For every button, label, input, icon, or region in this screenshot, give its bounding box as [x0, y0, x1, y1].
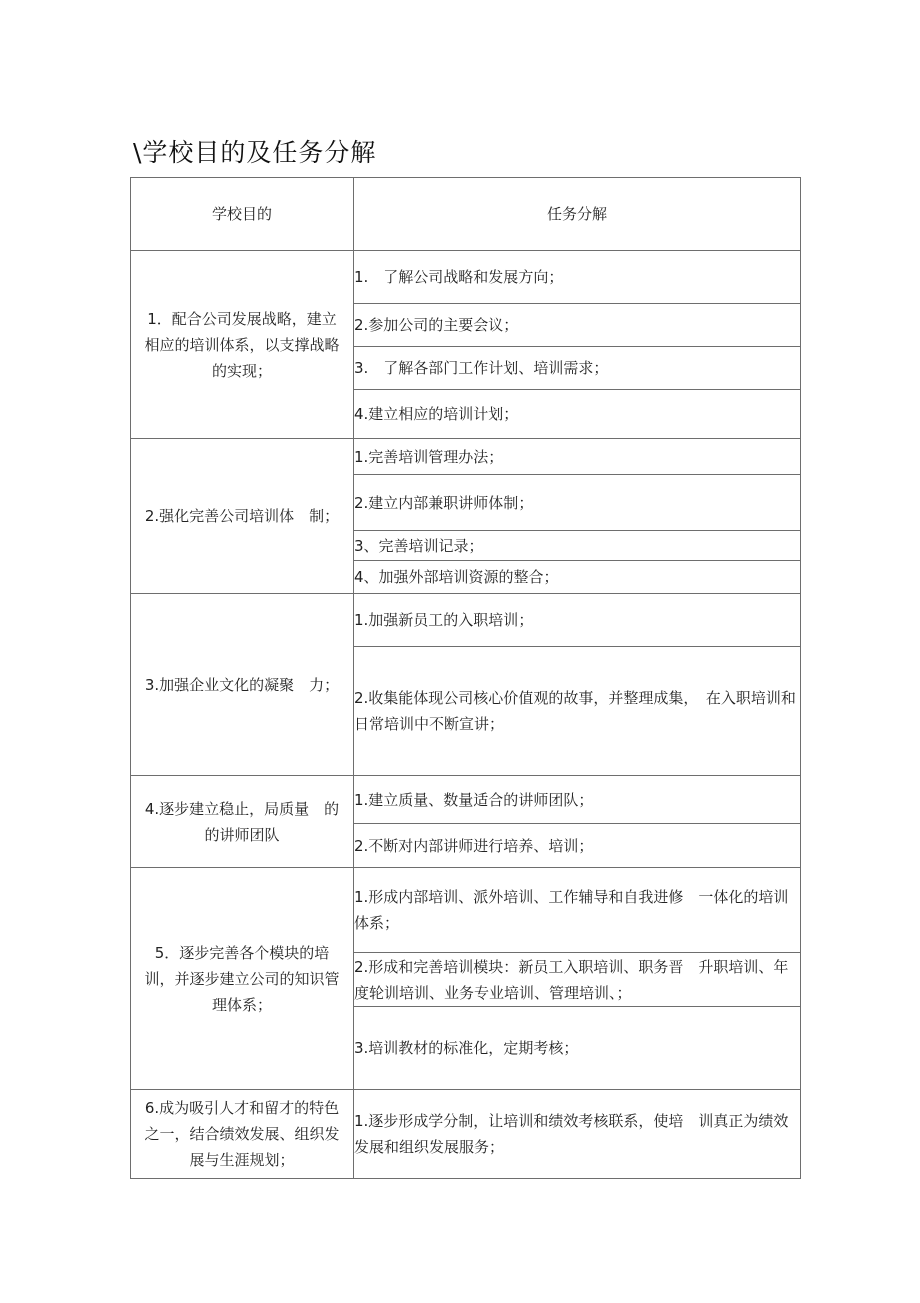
- task-cell: 2.不断对内部讲师进行培养、培训；: [354, 824, 801, 868]
- task-cell: 2.收集能体现公司核心价值观的故事，并整理成集， 在入职培训和日常培训中不断宣讲；: [354, 647, 801, 776]
- task-cell: 1. 了解公司战略和发展方向；: [354, 251, 801, 304]
- goal-cell: [131, 439, 354, 594]
- task-cell: 2.参加公司的主要会议；: [354, 304, 801, 347]
- goal-text: 2.强化完善公司培训体 制；: [144, 507, 340, 525]
- goal-cell: [131, 868, 354, 1090]
- task-cell: 1.逐步形成学分制，让培训和绩效考核联系，使培 训真正为绩效发展和组织发展服务；: [354, 1090, 801, 1179]
- table-row: [131, 1090, 801, 1179]
- task-cell: 3.培训教材的标准化，定期考核；: [354, 1007, 801, 1090]
- goal-text: 4.逐步建立稳止，局质量 的的讲师团队: [144, 799, 340, 844]
- goal-cell: [131, 1090, 354, 1179]
- goal-cell: [131, 594, 354, 776]
- task-cell: 4、加强外部培训资源的整合；: [354, 561, 801, 594]
- task-cell: 1.加强新员工的入职培训；: [354, 594, 801, 647]
- header-row: [131, 178, 801, 251]
- task-cell: 3. 了解各部门工作计划、培训需求；: [354, 347, 801, 390]
- table-row: [131, 251, 801, 304]
- task-cell: 3、完善培训记录；: [354, 531, 801, 561]
- task-cell: 2.建立内部兼职讲师体制；: [354, 475, 801, 531]
- page-title: \学校目的及任务分解: [133, 138, 377, 167]
- task-cell: 1.建立质量、数量适合的讲师团队；: [354, 776, 801, 824]
- table-row: [131, 776, 801, 824]
- table-row: [131, 868, 801, 953]
- task-cell: 4.建立相应的培训计划；: [354, 390, 801, 439]
- table-row: [131, 439, 801, 475]
- goal-cell: [131, 251, 354, 439]
- table-row: [131, 594, 801, 647]
- task-cell: 1.完善培训管理办法；: [354, 439, 801, 475]
- goal-task-table: [130, 177, 801, 1179]
- goal-text: 3.加强企业文化的凝聚 力；: [144, 675, 340, 694]
- task-cell: 2.形成和完善培训模块：新员工入职培训、职务晋 升职培训、年度轮训培训、业务专业培训、管理培训、；: [354, 953, 801, 1007]
- header-goal: 学校目的: [131, 178, 354, 251]
- goal-text: 5．逐步完善各个模块的培训，并逐步建立公司的知识管理体系；: [144, 943, 340, 1014]
- task-cell: 1.形成内部培训、派外培训、工作辅导和自我进修 一体化的培训体系；: [354, 868, 801, 953]
- goal-text: 6.成为吸引人才和留才的特色之一，结合绩效发展、组织发展与生涯规划；: [144, 1099, 340, 1169]
- goal-cell: [131, 776, 354, 868]
- goal-text: 1．配合公司发展战略，建立相应的培训体系，以支撑战略的实现；: [144, 309, 340, 380]
- header-tasks: 任务分解: [354, 178, 801, 251]
